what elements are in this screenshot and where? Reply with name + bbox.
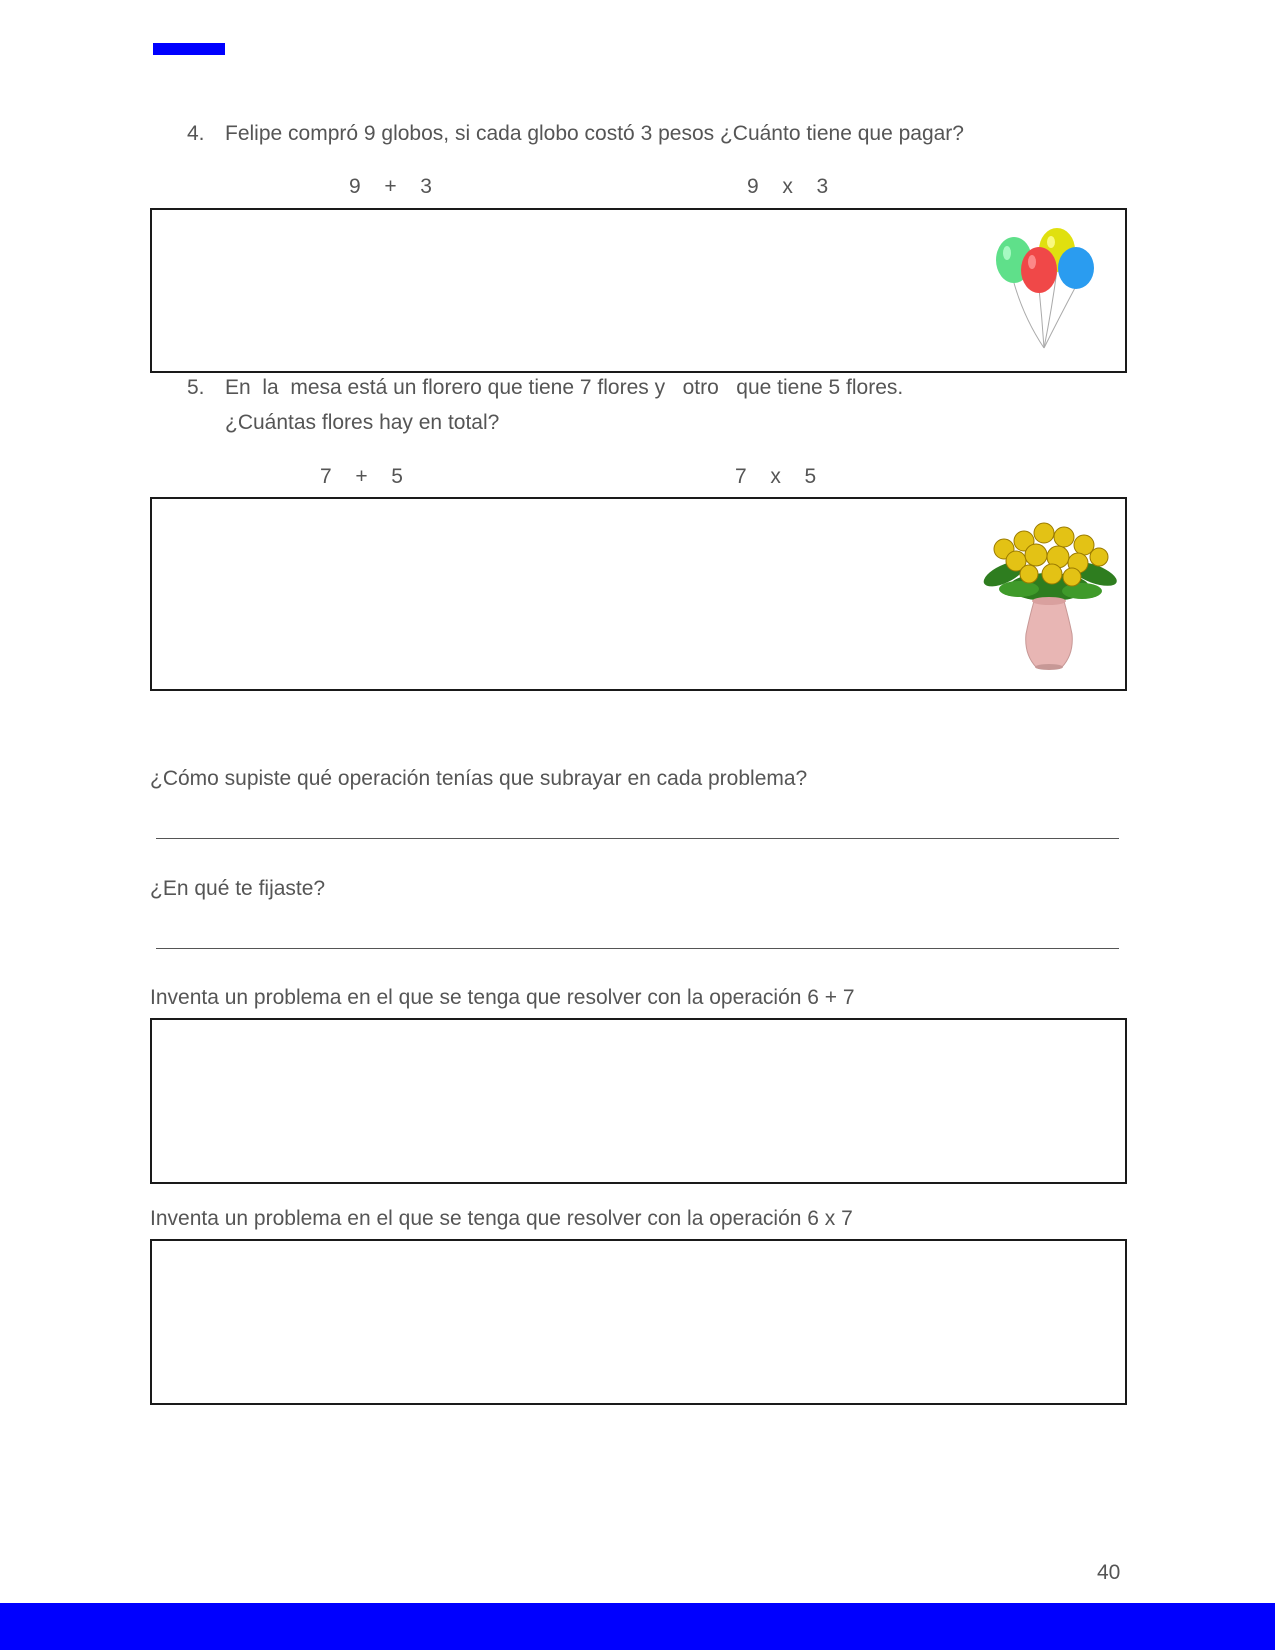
problem-5-option-addition[interactable]: 7 + 5 <box>320 465 403 488</box>
answer-line-2[interactable] <box>156 948 1119 949</box>
reflection-question-1: ¿Cómo supiste qué operación tenías que subrayar en cada problema? <box>150 767 808 790</box>
page-number: 40 <box>1097 1561 1121 1584</box>
problem-5-text-line2: ¿Cuántas flores hay en total? <box>225 411 500 434</box>
header-accent-bar <box>153 43 225 55</box>
invent-prompt-multiplication: Inventa un problema en el que se tenga que resolver con la operación 6 x 7 <box>150 1207 853 1230</box>
balloons-icon <box>994 228 1104 353</box>
invent-prompt-addition: Inventa un problema en el que se tenga que resolver con la operación 6 + 7 <box>150 986 855 1009</box>
invent-multiplication-answer-box[interactable] <box>150 1239 1127 1405</box>
flower-vase-icon <box>974 519 1124 674</box>
answer-line-1[interactable] <box>156 838 1119 839</box>
problem-4-answer-box[interactable] <box>150 208 1127 373</box>
problem-4-option-multiplication[interactable]: 9 x 3 <box>747 175 829 198</box>
problem-4-option-addition[interactable]: 9 + 3 <box>349 175 432 198</box>
problem-4-number: 4. <box>187 122 205 145</box>
footer-accent-bar <box>0 1603 1275 1650</box>
problem-5-answer-box[interactable] <box>150 497 1127 691</box>
problem-5-number: 5. <box>187 376 205 399</box>
problem-5-option-multiplication[interactable]: 7 x 5 <box>735 465 817 488</box>
problem-4-text: Felipe compró 9 globos, si cada globo costó 3 pesos ¿Cuánto tiene que pagar? <box>225 122 964 145</box>
reflection-question-2: ¿En qué te fijaste? <box>150 877 326 900</box>
invent-addition-answer-box[interactable] <box>150 1018 1127 1184</box>
problem-5-text-line1: En la mesa está un florero que tiene 7 flores y otro que tiene 5 flores. <box>225 376 904 399</box>
